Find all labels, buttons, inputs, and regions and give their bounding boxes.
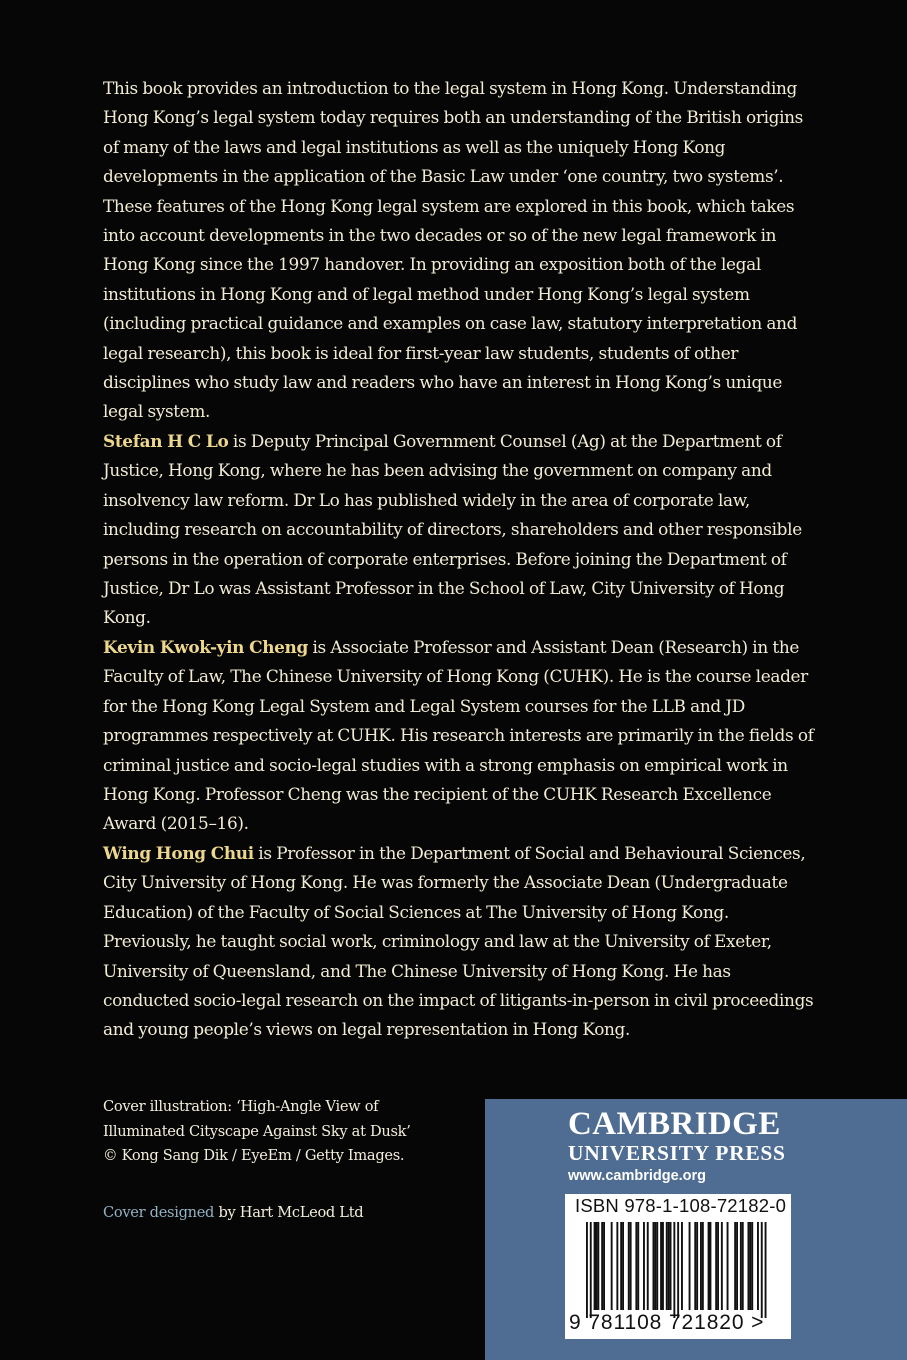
barcode-bar	[622, 1222, 624, 1310]
author-name-cheng: Kevin Kwok-yin Cheng	[103, 637, 308, 657]
barcode-bar	[670, 1222, 672, 1310]
barcode-box	[565, 1194, 791, 1339]
barcode-bar	[702, 1222, 704, 1310]
barcode-bar	[630, 1222, 632, 1310]
barcode-bar	[660, 1222, 662, 1310]
barcode-bar	[765, 1222, 767, 1318]
barcode-bar	[597, 1222, 599, 1310]
author-bio-cheng	[103, 633, 818, 839]
designer-prefix: Cover designed	[103, 1204, 219, 1221]
barcode-bar	[715, 1222, 717, 1310]
barcode-bar	[603, 1222, 605, 1310]
barcode-bar	[696, 1222, 698, 1310]
barcode-bar	[689, 1222, 691, 1310]
barcode-bar	[666, 1222, 668, 1310]
credit-line: Cover illustration: ‘High-Angle View of	[103, 1098, 379, 1115]
barcode-bar	[749, 1222, 751, 1310]
barcode-bar	[643, 1222, 645, 1310]
barcode-bar	[647, 1222, 649, 1310]
blurb-paragraph: This book provides an introduction to the legal system in Hong Kong. Understanding Hong Kong’s legal system today requires both an understanding of the British origins of many of the laws and legal institutions as well as the uniquely Hong Kong developments in the application of the Basic Law under ‘one country, two systems’. These features of the Hong Kong legal system are explored in this book, which takes into account developments in the two decades or so of the new legal framework in Hong Kong since the 1997 handover. In providing an exposition both of the legal institutions in Hong Kong and of legal method under Hong Kong’s legal system (including practical guidance and examples on case law, statutory interpretation and legal research), this book is ideal for first-year law students, students of other disciplines who study law and readers who have an interest in Hong Kong’s unique legal system.	[103, 78, 803, 422]
barcode-bar	[757, 1222, 759, 1310]
barcode-bar	[734, 1222, 736, 1310]
barcode-bar	[740, 1222, 742, 1310]
barcode-bar	[628, 1222, 630, 1310]
credit-line: © Kong Sang Dik / EyeEm / Getty Images.	[103, 1147, 405, 1164]
publisher-panel	[485, 1099, 907, 1360]
barcode-bar	[653, 1222, 655, 1310]
barcode-bar	[673, 1222, 675, 1318]
barcode-bar	[594, 1222, 596, 1310]
barcode-bar	[668, 1222, 670, 1310]
author-bio-text-lo: is Deputy Principal Government Counsel (Ag) at the Department of Justice, Hong Kong, where he has been advising the government on company and insolvency law reform. Dr Lo has published widely in the area of corporate law, including research on accountability of directors, shareholders and other responsible persons in the operation of corporate enterprises. Before joining the Department of Justice, Dr Lo was Assistant Professor in the School of Law, City University of Hong Kong.	[103, 431, 802, 628]
barcode-bar	[694, 1222, 696, 1310]
barcode-bar	[654, 1222, 656, 1310]
barcode-bar	[590, 1222, 592, 1318]
barcode-bar	[700, 1222, 702, 1310]
barcode-bar	[748, 1222, 750, 1310]
publisher-name: CAMBRIDGE	[568, 1106, 781, 1142]
barcode-bar	[761, 1222, 763, 1318]
barcode-bar	[586, 1222, 588, 1318]
barcode-bar	[635, 1222, 637, 1310]
author-name-chui: Wing Hong Chui	[103, 843, 254, 863]
author-bio-text-chui: is Professor in the Department of Social and Behavioural Sciences, City University of Hong Kong. He was formerly the Associate Dean (Undergraduate Education) of the Faculty of Social Sciences at The University of Hong Kong. Previously, he taught social work, criminology and law at the University of Exeter, University of Queensland, and The Chinese University of Hong Kong. He has conducted socio-legal research on the impact of litigants-in-person in civil proceedings and young people’s views on legal representation in Hong Kong.	[103, 843, 814, 1040]
author-bio-text-cheng: is Associate Professor and Assistant Dean (Research) in the Faculty of Law, The Chinese University of Hong Kong (CUHK). He is the course leader for the Hong Kong Legal System and Legal System courses for the LLB and JD programmes respectively at CUHK. His research interests are primarily in the fields of criminal justice and socio-legal studies with a strong emphasis on empirical work in Hong Kong. Professor Cheng was the recipient of the CUHK Research Excellence Award (2015–16).	[103, 637, 814, 834]
author-bio-chui	[103, 839, 818, 1045]
cover-designer-credit	[103, 1201, 363, 1225]
barcode-bar	[751, 1222, 753, 1310]
barcode-bar	[681, 1222, 683, 1310]
barcode-bar	[611, 1222, 613, 1310]
credit-line: Illuminated Cityscape Against Sky at Dusk’	[103, 1122, 411, 1140]
barcode-bar	[601, 1222, 603, 1310]
author-bio-lo	[103, 427, 818, 633]
barcode-bar	[717, 1222, 719, 1310]
barcode-bar	[677, 1222, 679, 1318]
barcode-bar	[662, 1222, 664, 1310]
barcode-bar	[727, 1222, 729, 1310]
barcode-bar	[710, 1222, 712, 1310]
designer-by: by	[218, 1204, 236, 1221]
barcode-bar	[637, 1222, 639, 1310]
publisher-subtitle: UNIVERSITY PRESS	[568, 1141, 786, 1165]
author-name-lo: Stefan H C Lo	[103, 431, 229, 451]
barcode-bar	[736, 1222, 738, 1310]
barcode-bar	[616, 1222, 618, 1310]
isbn-label: ISBN 978-1-108-72182-0	[575, 1195, 787, 1216]
barcode-bar	[708, 1222, 710, 1310]
designer-name: Hart McLeod Ltd	[235, 1204, 364, 1221]
barcode-bar	[742, 1222, 744, 1310]
publisher-url: www.cambridge.org	[568, 1168, 707, 1184]
barcode-bar	[721, 1222, 723, 1310]
cover-illustration-credit	[103, 1095, 473, 1169]
barcode-bar	[596, 1222, 598, 1310]
barcode-digits: 9 781108 721820 >	[569, 1311, 765, 1334]
barcode-bar	[620, 1222, 622, 1310]
barcode-bar	[656, 1222, 658, 1310]
